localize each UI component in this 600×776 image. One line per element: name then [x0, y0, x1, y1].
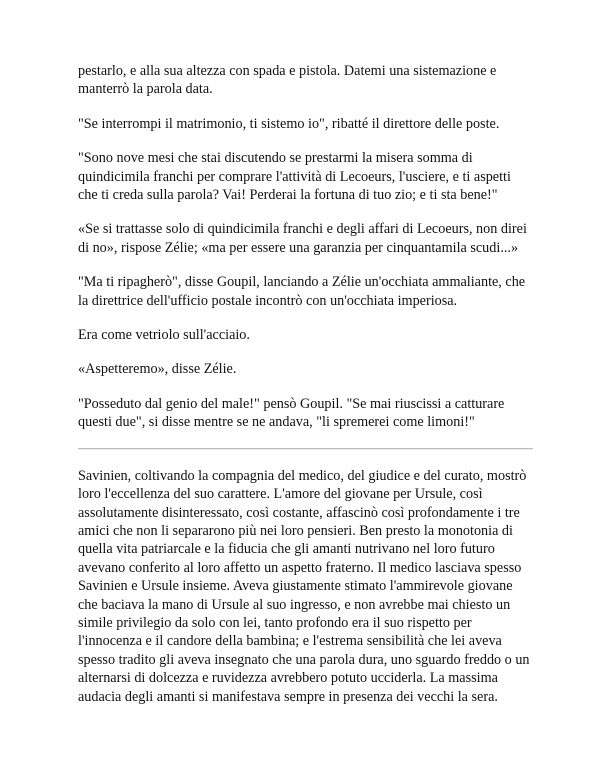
paragraph: "Se interrompi il matrimonio, ti sistemo io", ribatté il direttore delle poste.	[78, 115, 500, 132]
paragraph: pestarlo, e alla sua altezza con spada e pistola. Datemi una sistemazione e manterrò la parola data.	[78, 63, 497, 98]
paragraph: Era come vetriolo sull'acciaio.	[78, 327, 250, 344]
paragraph: «Aspetteremo», disse Zélie.	[78, 361, 237, 378]
section-divider	[78, 448, 533, 450]
paragraph: "Sono nove mesi che stai discutendo se prestarmi la misera somma di quindicimila franchi per comprare l'attività di Lecoeurs, l'usciere, e ti aspetti che ti creda sulla parola? Vai! Perderai la fortuna di tuo zio; e ti sta bene!"	[78, 150, 511, 204]
paragraph: Savinien, coltivando la compagnia del medico, del giudice e del curato, mostrò loro l'eccellenza del suo carattere. L'amore del giovane per Ursule, così assolutamente disinteressato, così costante, affascinò così profondamente i tre amici che non li separarono più nei loro pensieri. Ben presto la monotonia di quella vita patriarcale e la fiducia che gli amanti nutrivano nel loro futuro avevano conferito al loro affetto un aspetto fraterno. Il medico lasciava spesso Savinien e Ursule insieme. Aveva giustamente stimato l'ammirevole giovane che baciava la mano di Ursule al suo ingresso, e non avrebbe mai chiesto un simile privilegio da solo con lei, tanto profondo era il suo rispetto per l'innocenza e il candore della bambina; e l'estrema sensibilità che lei aveva spesso tradito gli aveva insegnato che una parola dura, uno sguardo freddo o un alternarsi di dolcezza e ruvidezza avrebbero potuto ucciderla. La massima audacia degli amanti si manifestava sempre in presenza dei vecchi la sera.	[78, 467, 530, 705]
document-page	[78, 62, 533, 706]
paragraph: "Posseduto dal genio del male!" pensò Goupil. "Se mai riuscissi a catturare questi due", si disse mentre se ne andava, "li spremerei come limoni!"	[78, 395, 505, 431]
paragraph: «Se si trattasse solo di quindicimila franchi e degli affari di Lecoeurs, non direi di no», rispose Zélie; «ma per essere una garanzia per cinquantamila scudi...»	[78, 221, 527, 256]
paragraph: "Ma ti ripagherò", disse Goupil, lanciando a Zélie un'occhiata ammaliante, che la direttrice dell'ufficio postale incontrò con un'occhiata imperiosa.	[78, 274, 526, 309]
